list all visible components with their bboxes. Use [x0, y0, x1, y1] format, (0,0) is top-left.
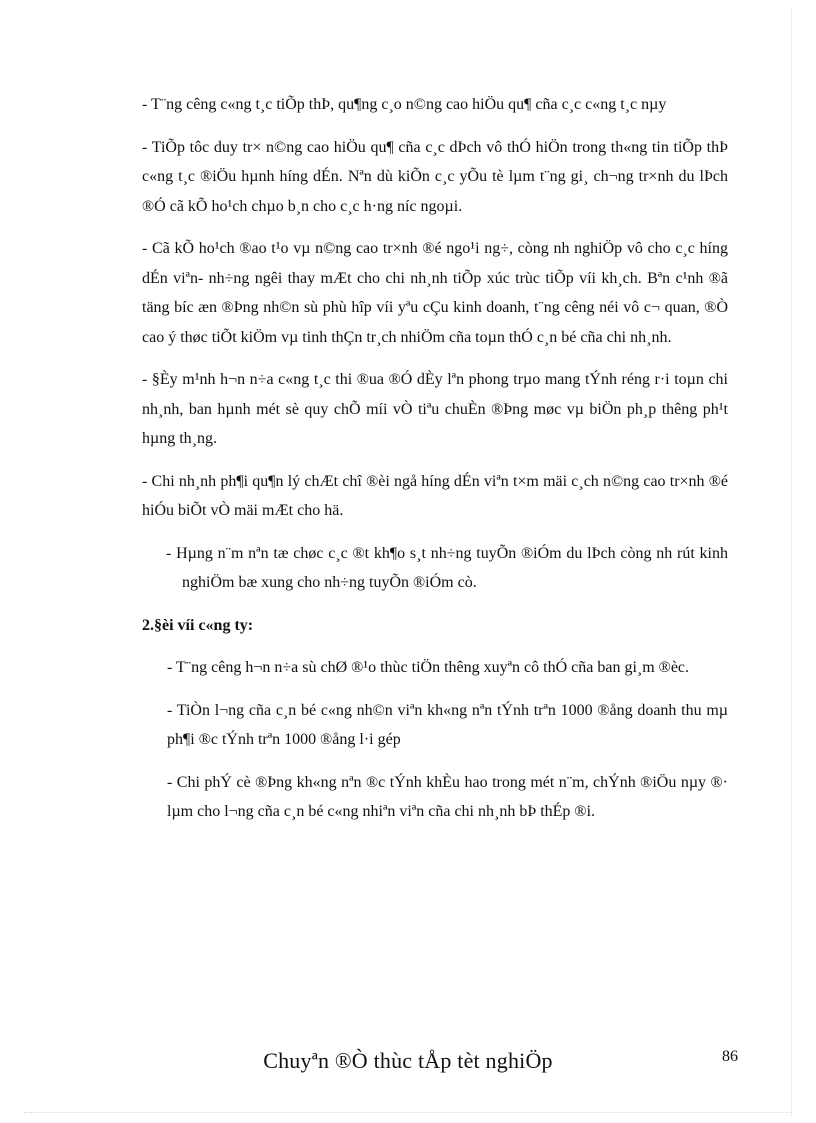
section-paragraph-3: - Chi phÝ cè ®Þng kh«ng nªn ®c tÝnh khÈu hao trong mét n¨m, chÝnh ®iÖu nµy ®· lµm cho l¬ng cña c¸n bé c«ng nhiªn viªn cña chi nh¸nh bÞ thÉp ®i.	[167, 773, 728, 820]
page-border-right	[791, 8, 792, 1115]
section-heading: 2.§èi víi c«ng ty:	[142, 616, 254, 634]
page-border-bottom	[24, 1112, 792, 1113]
document-body	[142, 90, 728, 840]
paragraph-4: - §Èy m¹nh h¬n n÷a c«ng t¸c thi ®ua ®Ó dÈy lªn phong trµo mang tÝnh réng r·i toµn chi nh¸nh, ban hµnh mét sè quy chÕ míi vÒ tiªu chuÈn ®Þng møc vµ biÖn ph¸p thêng ph¹t hµng th¸ng.	[142, 371, 728, 447]
section-paragraph-2: - TiÒn l¬ng cña c¸n bé c«ng nh©n viªn kh«ng nªn tÝnh trªn 1000 ®ång doanh thu mµ ph¶i ®c tÝnh trªn 1000 ®ång l·i gép	[167, 701, 728, 748]
paragraph-5: - Chi nh¸nh ph¶i qu¶n lý chÆt chî ®èi ngå híng dÉn viªn t×m mäi c¸ch n©ng cao tr×nh ®é hiÓu biÕt vÒ mäi mÆt cho hä.	[142, 472, 728, 519]
paragraph-2: - TiÕp tôc duy tr× n©ng cao hiÖu qu¶ cña c¸c dÞch vô thÓ hiÖn trong th«ng tin tiÕp thÞ c«ng t¸c ®iÖu hµnh híng dÉn. Nªn dù kiÕn c¸c yÕu tè lµm t¨ng gi¸ ch¬ng tr×nh du lÞch ®Ó cã kÕ ho¹ch chµo b¸n cho c¸c h·ng níc ngoµi.	[142, 138, 728, 215]
footer-title: Chuyªn ®Ò thùc tÅp tèt nghiÖp	[263, 1048, 553, 1073]
paragraph-6: - Hµng n¨m nªn tæ chøc c¸c ®t kh¶o s¸t nh÷ng tuyÕn ®iÓm du lÞch còng nh rút kinh nghiÖm bæ xung cho nh÷ng tuyÕn ®iÓm cò.	[166, 544, 728, 591]
section-paragraph-1: - T¨ng cêng h¬n n÷a sù chØ ®¹o thùc tiÖn thêng xuyªn cô thÓ cña ban gi¸m ®èc.	[167, 659, 690, 676]
page-number: 86	[722, 1048, 738, 1065]
paragraph-3: - Cã kÕ ho¹ch ®ao t¹o vµ n©ng cao tr×nh ®é ngo¹i ng÷, còng nh nghiÖp vô cho c¸c híng dÉn viªn- nh÷ng ngêi thay mÆt cho chi nh¸nh tiÕp xúc trùc tiÕp víi kh¸ch. Bªn c¹nh ®ã täng bíc æn ®Þng nh©n sù phù hîp víi yªu cÇu kinh doanh, t¨ng cêng néi vô c¬ quan, ®Ò cao ý thøc tiÕt kiÖm vµ tinh thÇn tr¸ch nhiÖm cña toµn thÓ c¸n bé cña chi nh¸nh.	[142, 240, 728, 346]
paragraph-1: - T¨ng cêng c«ng t¸c tiÕp thÞ, qu¶ng c¸o n©ng cao hiÖu qu¶ cña c¸c c«ng t¸c nµy	[142, 96, 667, 113]
